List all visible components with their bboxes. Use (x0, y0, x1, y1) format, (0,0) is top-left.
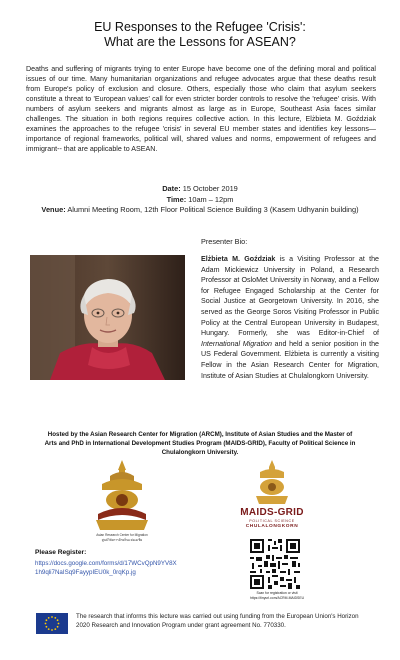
qr-caption-1: Scan for registration or visit (256, 591, 298, 595)
presenter-name: Elżbieta M. Goździak (201, 255, 276, 263)
register-heading: Please Register: (35, 549, 87, 556)
arcm-name-en: Asian Research Center for Migration (96, 533, 148, 537)
date-label: Date: (162, 184, 181, 193)
venue-value: Alumni Meeting Room, 12th Floor Political Science Building 3 (Kasem Udhyanin building) (67, 205, 359, 214)
journal-name: International Migration (201, 339, 272, 348)
bio-text-2: and held a senior position in the US Federal Government. Elżbieta is currently a visiting Fellow in the Asian Research Center for Migration, Institute of Asian Studies at Chulalongkorn University. (201, 339, 379, 380)
event-date (20, 184, 380, 195)
maids-subtitle-1: POLITICAL SCIENCE (249, 519, 295, 523)
time-value: 10am – 12pm (188, 194, 234, 204)
arcm-caption (80, 533, 164, 542)
funding-statement: The research that informs this lecture was carried out using funding from the European Union's Horizon 2020 Research and Innovation Program under grant agreement No. 770330. (76, 613, 359, 629)
presenter-bio (201, 254, 379, 381)
arcm-name-th: ศูนย์วิจัยการย้ายถิ่นแห่งเอเชีย (101, 537, 143, 542)
time-label: Time: (166, 194, 187, 204)
venue-label: Venue: (41, 205, 66, 214)
hosted-by: Hosted by the Asian Research Center for Migration (ARCM), Institute of Asian Studies and the Master of Arts and PhD in International Development Studies Program (MAIDS-GRID), Faculty of Political Science in Chulalongkorn University. (44, 431, 356, 456)
bio-text-1: is a Visiting Professor at the Adam Mickiewicz University in Poland, a Research Professor at OsloMet University in Norway, and a Fellow for Refugee Engaged Scholarship at the Center for Social Justice at Georgetown University. In 2016, she served as the George Soros Visiting Professor in Public Policy at the Central European University in Budapest, Hungary. Formerly, she was Editor-in-Chief of (201, 255, 379, 338)
maids-crest-logo (252, 458, 292, 506)
qr-caption-2[interactable]: https://tinyurl.com/ACRM-MAIDSEU (249, 596, 305, 600)
maids-subtitle-2: CHULALONGKORN (245, 524, 299, 529)
poster-title (20, 20, 380, 50)
event-venue (20, 205, 380, 216)
qr-code[interactable] (248, 537, 302, 591)
event-time (20, 195, 380, 206)
title-line-1: EU Responses to the Refugee 'Crisis': (94, 20, 306, 34)
maids-title: MAIDS-GRID (240, 507, 304, 518)
eu-flag-icon (36, 613, 68, 634)
bio-heading: Presenter Bio: (201, 237, 248, 246)
title-line-2: What are the Lessons for ASEAN? (104, 35, 296, 49)
date-value: 15 October 2019 (182, 184, 238, 193)
arcm-crest-logo (92, 456, 152, 534)
register-link[interactable]: https://docs.google.com/forms/d/17WCvQpN9YV8X1h9qli7NaISq9FayypIEU0k_0rqKp.jg (35, 560, 177, 576)
event-details (20, 184, 380, 216)
presenter-photo (30, 255, 185, 380)
intro-paragraph: Deaths and suffering of migrants trying to enter Europe have become one of the defining moral and political issues of our time. Many humanitarian organizations and refugee advocates argue that these deaths result from Europe's policy of exclusion and closure. Others, especially those who claim that asylum seekers constitute a threat to 'European values' call for even stricter border controls to resolve the 'refugee' crisis. With numbers of asylum seekers and migrants almost as large as in Europe, Southeast Asia faces similar challenges. The situation in both regions requires collective action. In this lecture, Elżbieta M. Goździak examines the approaches to the refugee 'crisis' in several EU member states and identifies key lessons—importance of regional frameworks, political will, shared values and norms, empowerment of refugees and immigrant-- that are applicable to ASEAN. (26, 65, 376, 153)
